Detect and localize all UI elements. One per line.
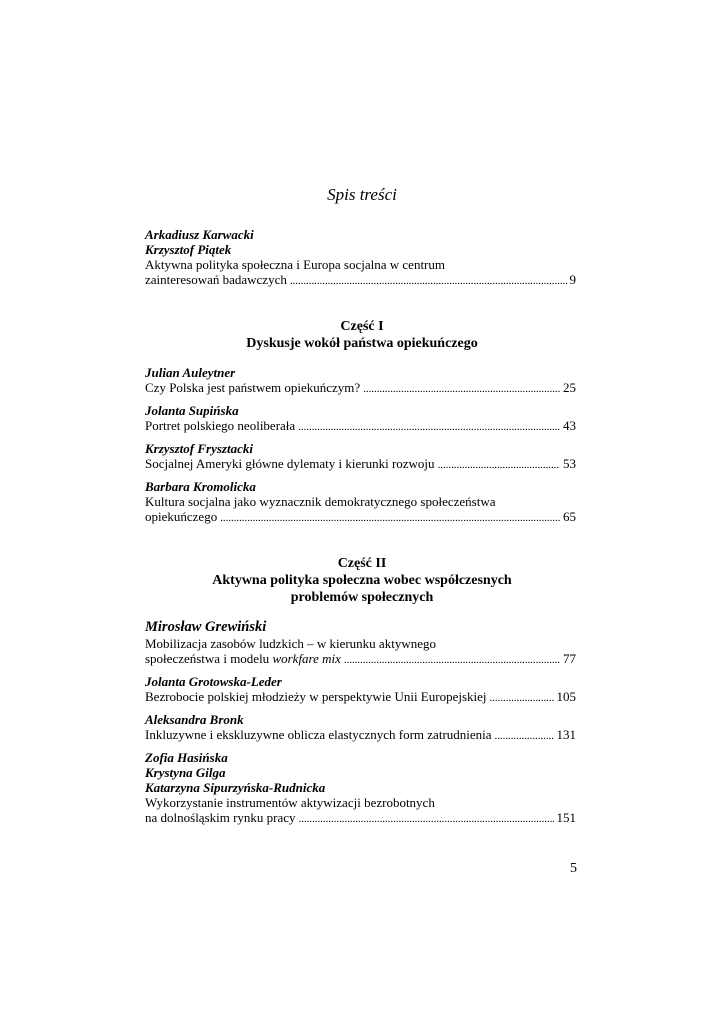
entry-page: 9 — [569, 272, 576, 287]
entry-title: Kultura socjalna jako wyznacznik demokratycznego społeczeństwa — [145, 494, 496, 509]
part-title: Aktywna polityka społeczna wobec współczesnych — [212, 573, 512, 588]
toc-entry — [145, 403, 576, 435]
part-title: problemów społecznych — [290, 590, 434, 605]
entry-author: Aleksandra Bronk — [145, 712, 244, 727]
toc-entry — [145, 619, 576, 668]
entry-title: Wykorzystanie instrumentów aktywizacji bezrobotnych — [145, 795, 435, 810]
dot-leader — [363, 380, 560, 397]
part-label: Część II — [337, 556, 387, 571]
entry-page: 151 — [556, 810, 576, 825]
entry-author: Mirosław Grewiński — [145, 619, 267, 635]
entry-page: 131 — [556, 727, 576, 742]
entry-author: Barbara Kromolicka — [145, 479, 256, 494]
entry-author: Zofia Hasińska — [145, 750, 228, 765]
part-label: Część I — [340, 319, 384, 334]
dot-leader — [298, 418, 560, 435]
toc-entry — [145, 712, 576, 744]
entry-author: Julian Auleytner — [145, 365, 236, 380]
entry-title: Inkluzywne i ekskluzywne oblicza elastycznych form zatrudnienia — [145, 727, 492, 742]
dot-leader — [299, 810, 554, 827]
toc-entry — [145, 479, 576, 526]
page-title: Spis treści — [327, 185, 397, 204]
entry-title-part: społeczeństwa i modelu — [145, 651, 273, 666]
dot-leader — [344, 651, 560, 668]
entry-title: na dolnośląskim rynku pracy — [145, 810, 296, 825]
toc-entry — [145, 365, 576, 397]
dot-leader — [290, 272, 567, 289]
entry-title: opiekuńczego — [145, 509, 218, 524]
dot-leader — [220, 509, 560, 526]
entry-author: Jolanta Grotowska-Leder — [145, 674, 282, 689]
entry-title: Mobilizacja zasobów ludzkich – w kierunku aktywnego — [145, 636, 436, 651]
entry-page: 65 — [563, 509, 576, 524]
entry-author: Krystyna Gilga — [145, 765, 226, 780]
entry-page: 77 — [563, 651, 576, 666]
entry-page: 53 — [563, 456, 576, 471]
entry-page: 43 — [563, 418, 576, 433]
entry-page: 105 — [556, 689, 576, 704]
dot-leader — [495, 727, 554, 744]
entry-page: 25 — [563, 380, 576, 395]
entry-title: Aktywna polityka społeczna i Europa socjalna w centrum — [145, 257, 445, 272]
entry-author: Jolanta Supińska — [145, 403, 239, 418]
entry-title: zainteresowań badawczych — [145, 272, 287, 287]
dot-leader — [490, 689, 554, 706]
toc-entry — [145, 750, 576, 827]
entry-author: Krzysztof Frysztacki — [145, 441, 253, 456]
dot-leader — [438, 456, 560, 473]
entry-title: Portret polskiego neoliberała — [145, 418, 296, 433]
entry-author: Arkadiusz Karwacki — [145, 227, 254, 242]
toc-entry — [145, 441, 576, 473]
toc-entry-intro — [145, 227, 576, 289]
entry-title-italic: workfare mix — [272, 651, 341, 666]
entry-title: Socjalnej Ameryki główne dylematy i kierunki rozwoju — [145, 456, 435, 471]
page-number: 5 — [570, 861, 577, 876]
part-title: Dyskusje wokół państwa opiekuńczego — [246, 336, 478, 351]
entry-author: Krzysztof Piątek — [145, 242, 232, 257]
entry-title: Bezrobocie polskiej młodzieży w perspektywie Unii Europejskiej — [145, 689, 487, 704]
entry-title: Czy Polska jest państwem opiekuńczym? — [145, 380, 361, 395]
toc-entry — [145, 674, 576, 706]
entry-title — [145, 651, 341, 666]
entry-author: Katarzyna Sipurzyńska-Rudnicka — [145, 780, 326, 795]
